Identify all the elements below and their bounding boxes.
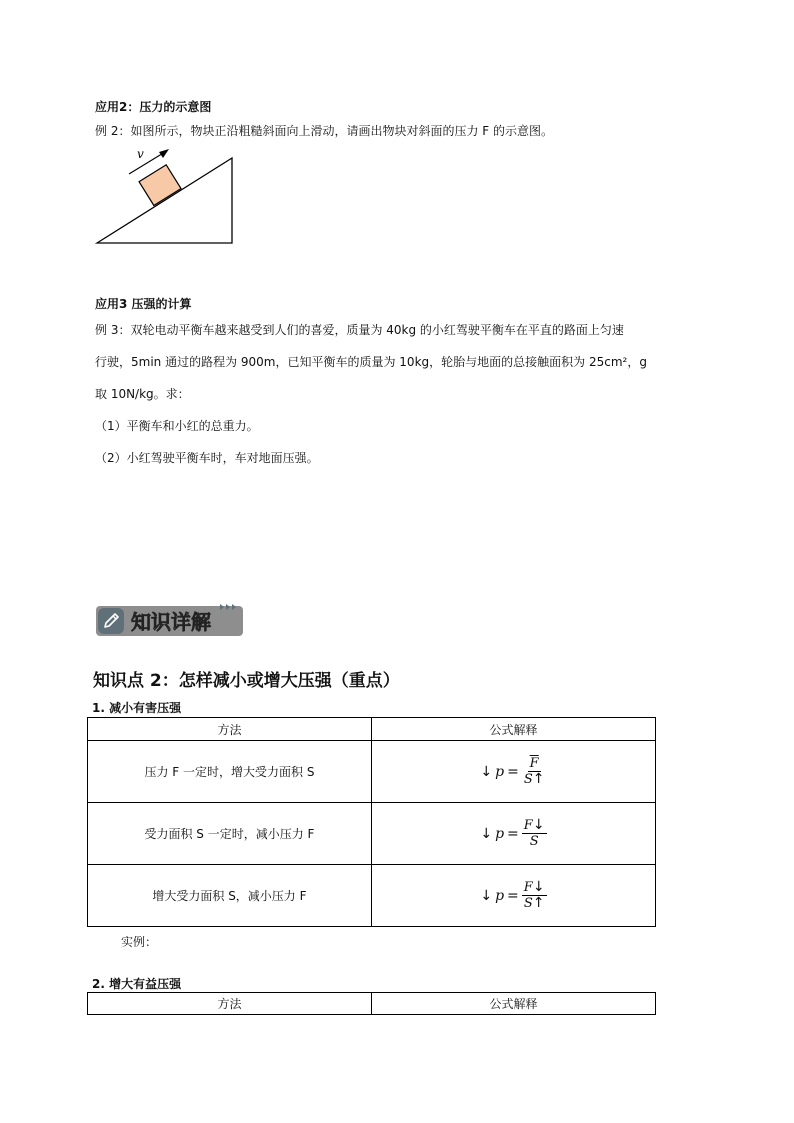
table-increase-pressure	[87, 992, 656, 1015]
kp2-section2: 2. 增大有益压强	[92, 977, 182, 991]
app2-example: 例 2：如图所示，物块正沿粗糙斜面向上滑动，请画出物块对斜面的压力 F 的示意图。	[95, 124, 553, 138]
table1-header-method: 方法	[88, 718, 372, 741]
app3-line1: 例 3：双轮电动平衡车越来越受到人们的喜爱，质量为 40kg 的小红驾驶平衡车在平直的路面上匀速	[95, 323, 624, 337]
table-row	[88, 741, 656, 803]
app2-heading: 应用2：压力的示意图	[95, 100, 212, 114]
table-reduce-pressure	[87, 717, 656, 927]
table1-row3-method: 增大受力面积 S，减小压力 F	[88, 865, 372, 927]
app3-heading: 应用3 压强的计算	[95, 297, 192, 311]
kp2-title: 知识点 2：怎样减小或增大压强（重点）	[93, 671, 400, 691]
knowledge-banner	[96, 604, 246, 638]
banner-icon-bg	[98, 608, 124, 634]
table-row	[88, 865, 656, 927]
table2-header-formula: 公式解释	[372, 993, 656, 1015]
app3-question1: （1）平衡车和小红的总重力。	[95, 419, 259, 433]
table2-header-method: 方法	[88, 993, 372, 1015]
table1-row1-method: 压力 F 一定时，增大受力面积 S	[88, 741, 372, 803]
app3-line3: 取 10N/kg。求：	[95, 387, 190, 401]
table1-row3-formula: ↓ p = $\frac{F↓}{S↑}$	[371, 865, 655, 927]
banner-text: 知识详解	[131, 610, 211, 634]
table1-row2-formula: ↓ p = $\frac{F↓}{\overline{S}}$	[371, 803, 655, 865]
velocity-arrowhead	[159, 149, 169, 158]
table1-row2-method: 受力面积 S 一定时，减小压力 F	[88, 803, 372, 865]
table1-header-formula: 公式解释	[371, 718, 655, 741]
table-row	[88, 803, 656, 865]
kp2-section1: 1. 减小有害压强	[92, 701, 182, 715]
example-label: 实例：	[121, 935, 158, 949]
velocity-label: v	[137, 147, 144, 161]
app3-question2: （2）小红驾驶平衡车时，车对地面压强。	[95, 451, 319, 465]
sliding-block	[139, 165, 181, 206]
table1-row1-formula: ↓ p = $\frac{\overline{F}}{S↑}$	[371, 741, 655, 803]
app3-line2: 行驶，5min 通过的路程为 900m，已知平衡车的质量为 10kg，轮胎与地面的总接触面积为 25cm²，g	[95, 355, 647, 369]
incline-diagram	[95, 146, 240, 248]
